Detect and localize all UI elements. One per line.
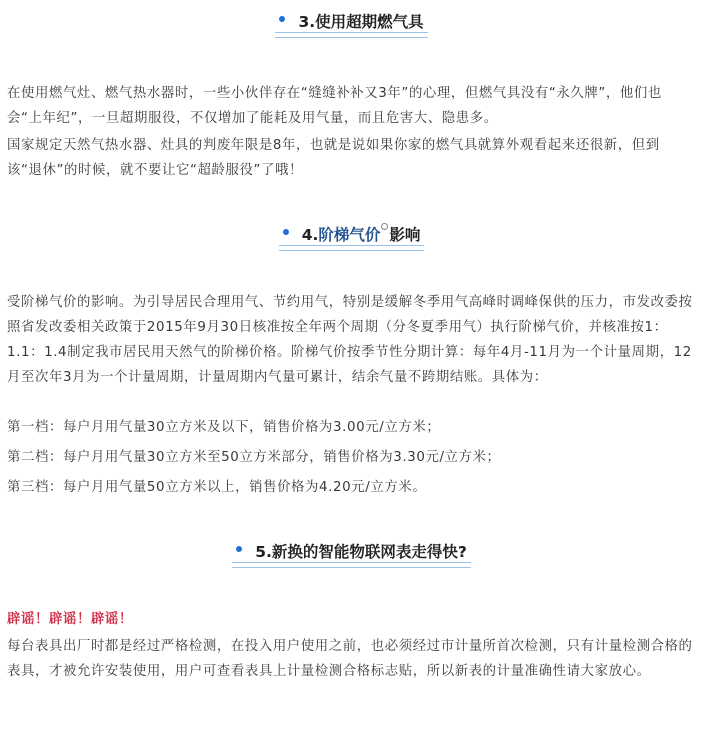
tier-2-price: 第二档：每户月用气量30立方米至50立方米部分，销售价格为3.30元/立方米； xyxy=(7,450,501,465)
tier-3-price: 第三档：每户月用气量50立方米以上，销售价格为4.20元/立方米。 xyxy=(7,480,427,495)
bullet-dot-icon xyxy=(279,16,285,22)
section-3-paragraph-2: 国家规定天然气热水器、灶具的判废年限是8年，也就是说如果你家的燃气具就算外观看起来还很新，但到该“退休”的时候，就不要让它“超龄服役”了哦！ xyxy=(7,138,660,178)
section-4-title-link[interactable]: 阶梯气价 xyxy=(318,226,381,244)
section-5-heading xyxy=(0,540,703,568)
heading-underline xyxy=(232,562,471,568)
section-5-title: 5.新换的智能物联网表走得快? xyxy=(255,543,467,561)
tier-1-price: 第一档：每户月用气量30立方米及以下，销售价格为3.00元/立方米； xyxy=(7,420,441,435)
section-4-title: 4.阶梯气价 影响 xyxy=(302,226,421,244)
section-3-title: 3.使用超期燃气具 xyxy=(298,13,424,31)
search-icon xyxy=(381,223,388,230)
section-5-paragraph-1: 每台表具出厂时都是经过严格检测，在投入用户使用之前，也必须经过市计量所首次检测，只有计量检测合格的表具，才被允许安装使用，用户可查看表具上计量检测合格标志贴，所以新表的计量准确性请大家放心。 xyxy=(7,639,693,679)
bullet-dot-icon xyxy=(283,229,289,235)
section-4-heading xyxy=(0,223,703,251)
section-3-paragraph-1: 在使用燃气灶、燃气热水器时，一些小伙伴存在“缝缝补补又3年”的心理，但燃气具没有“永久牌”，他们也会“上年纪”，一旦超期服役，不仅增加了能耗及用气量，而且危害大、隐患多。 xyxy=(7,86,662,126)
section-3-heading xyxy=(0,10,703,38)
bullet-dot-icon xyxy=(236,546,242,552)
heading-underline xyxy=(279,245,425,251)
section-4-paragraph-1: 受阶梯气价的影响。为引导居民合理用气、节约用气，特别是缓解冬季用气高峰时调峰保供的压力，市发改委按照省发改委相关政策于2015年9月30日核准按全年两个周期（分冬夏季用气）执行阶梯气价，并核准按1：1.1：1.4制定我市居民用天然气的阶梯价格。阶梯气价按季节性分期计算：每年4月-11月为一个计量周期，12月至次年3月为一个计量周期，计量周期内气量可累计，结余气量不跨期结账。具体为： xyxy=(7,295,693,385)
rumor-tag: 辟谣！辟谣！辟谣！ xyxy=(7,612,133,627)
heading-underline xyxy=(275,32,427,38)
